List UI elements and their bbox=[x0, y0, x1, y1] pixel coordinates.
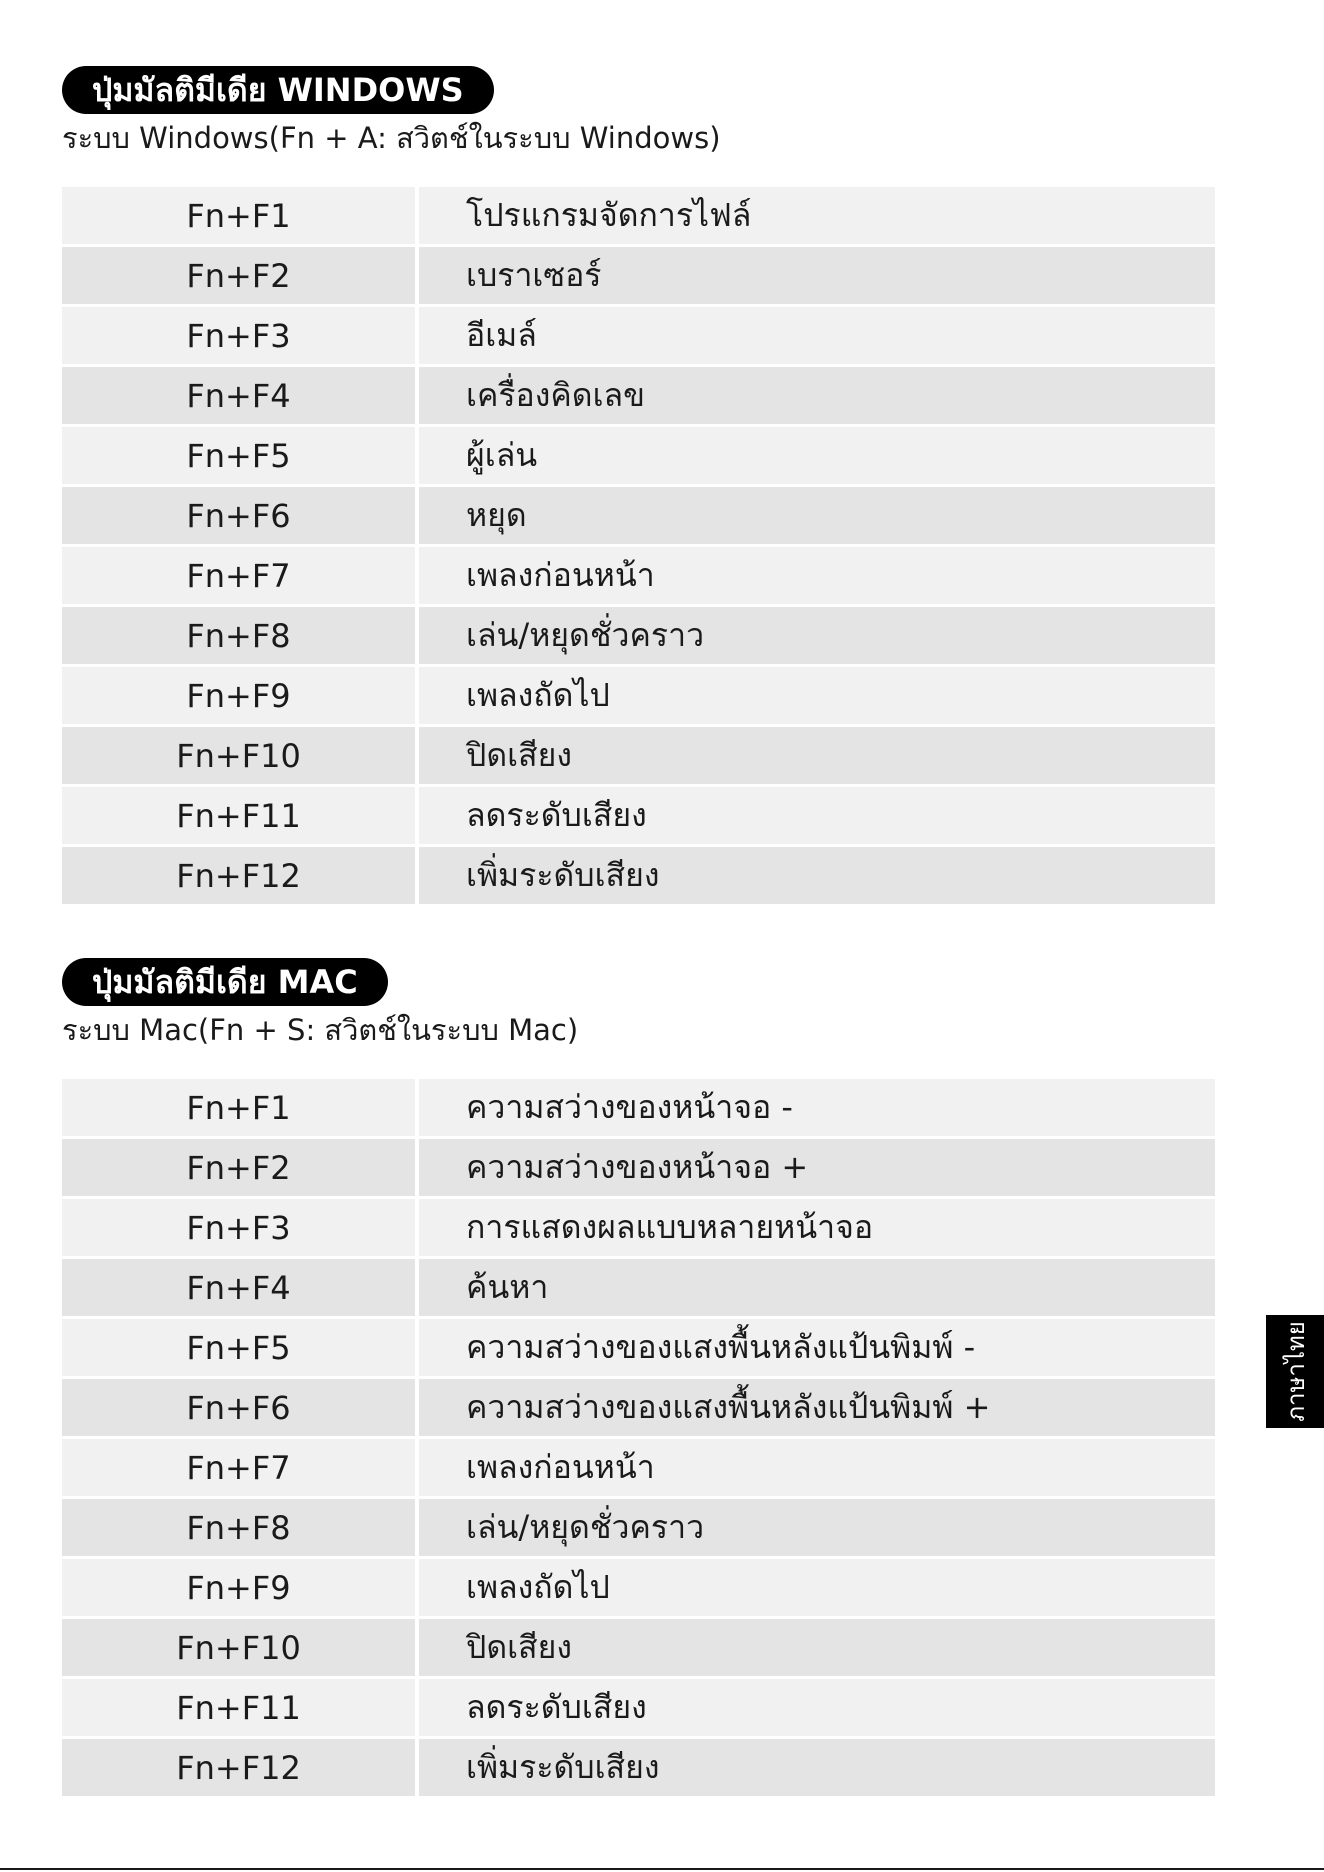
mac-section-badge: ปุ่มมัลติมีเดีย MAC bbox=[62, 958, 388, 1006]
shortcut-key-cell: Fn+F9 bbox=[62, 667, 419, 724]
shortcut-key-cell: Fn+F12 bbox=[62, 847, 419, 904]
shortcut-key-cell: Fn+F7 bbox=[62, 547, 419, 604]
table-row bbox=[62, 1139, 1215, 1196]
shortcut-key-cell: Fn+F3 bbox=[62, 1199, 419, 1256]
table-row bbox=[62, 1439, 1215, 1496]
table-row bbox=[62, 1559, 1215, 1616]
shortcut-function-cell: เพิ่มระดับเสียง bbox=[419, 847, 1215, 904]
shortcut-key-cell: Fn+F4 bbox=[62, 367, 419, 424]
table-row bbox=[62, 487, 1215, 544]
shortcut-function-cell: ค้นหา bbox=[419, 1259, 1215, 1316]
shortcut-function-cell: ลดระดับเสียง bbox=[419, 787, 1215, 844]
shortcut-function-cell: ความสว่างของหน้าจอ + bbox=[419, 1139, 1215, 1196]
shortcut-function-cell: เพลงก่อนหน้า bbox=[419, 1439, 1215, 1496]
windows-section bbox=[62, 66, 1215, 907]
shortcut-function-cell: เพิ่มระดับเสียง bbox=[419, 1739, 1215, 1796]
shortcut-function-cell: เล่น/หยุดชั่วคราว bbox=[419, 1499, 1215, 1556]
windows-section-badge: ปุ่มมัลติมีเดีย WINDOWS bbox=[62, 66, 494, 114]
shortcut-function-cell: การแสดงผลแบบหลายหน้าจอ bbox=[419, 1199, 1215, 1256]
shortcut-function-cell: หยุด bbox=[419, 487, 1215, 544]
table-row bbox=[62, 847, 1215, 904]
table-row bbox=[62, 1679, 1215, 1736]
shortcut-function-cell: เพลงถัดไป bbox=[419, 1559, 1215, 1616]
mac-section-subtitle: ระบบ Mac(Fn + S: สวิตช์ในระบบ Mac) bbox=[62, 1013, 579, 1047]
shortcut-key-cell: Fn+F8 bbox=[62, 1499, 419, 1556]
table-row bbox=[62, 727, 1215, 784]
shortcut-key-cell: Fn+F11 bbox=[62, 787, 419, 844]
shortcut-function-cell: ปิดเสียง bbox=[419, 727, 1215, 784]
shortcut-function-cell: โปรแกรมจัดการไฟล์ bbox=[419, 187, 1215, 244]
table-row bbox=[62, 427, 1215, 484]
shortcut-function-cell: อีเมล์ bbox=[419, 307, 1215, 364]
table-row bbox=[62, 1739, 1215, 1796]
language-side-tab bbox=[1266, 1315, 1324, 1428]
shortcut-key-cell: Fn+F9 bbox=[62, 1559, 419, 1616]
shortcut-key-cell: Fn+F4 bbox=[62, 1259, 419, 1316]
shortcut-function-cell: เบราเซอร์ bbox=[419, 247, 1215, 304]
table-row bbox=[62, 787, 1215, 844]
shortcut-key-cell: Fn+F3 bbox=[62, 307, 419, 364]
mac-key-table bbox=[62, 1076, 1215, 1799]
table-row bbox=[62, 547, 1215, 604]
shortcut-function-cell: เพลงก่อนหน้า bbox=[419, 547, 1215, 604]
table-row bbox=[62, 367, 1215, 424]
table-row bbox=[62, 1499, 1215, 1556]
shortcut-key-cell: Fn+F7 bbox=[62, 1439, 419, 1496]
shortcut-key-cell: Fn+F5 bbox=[62, 427, 419, 484]
shortcut-key-cell: Fn+F12 bbox=[62, 1739, 419, 1796]
shortcut-function-cell: ความสว่างของแสงพื้นหลังแป้นพิมพ์ - bbox=[419, 1319, 1215, 1376]
shortcut-key-cell: Fn+F2 bbox=[62, 247, 419, 304]
shortcut-function-cell: ปิดเสียง bbox=[419, 1619, 1215, 1676]
table-row bbox=[62, 1199, 1215, 1256]
table-row bbox=[62, 1319, 1215, 1376]
shortcut-function-cell: เล่น/หยุดชั่วคราว bbox=[419, 607, 1215, 664]
mac-section bbox=[62, 958, 1215, 1799]
shortcut-key-cell: Fn+F1 bbox=[62, 187, 419, 244]
shortcut-key-cell: Fn+F1 bbox=[62, 1079, 419, 1136]
shortcut-function-cell: ลดระดับเสียง bbox=[419, 1679, 1215, 1736]
shortcut-key-cell: Fn+F6 bbox=[62, 487, 419, 544]
shortcut-key-cell: Fn+F10 bbox=[62, 1619, 419, 1676]
table-row bbox=[62, 307, 1215, 364]
table-row bbox=[62, 1379, 1215, 1436]
shortcut-function-cell: เพลงถัดไป bbox=[419, 667, 1215, 724]
shortcut-key-cell: Fn+F8 bbox=[62, 607, 419, 664]
shortcut-function-cell: เครื่องคิดเลข bbox=[419, 367, 1215, 424]
shortcut-key-cell: Fn+F11 bbox=[62, 1679, 419, 1736]
table-row bbox=[62, 1619, 1215, 1676]
shortcut-function-cell: ความสว่างของแสงพื้นหลังแป้นพิมพ์ + bbox=[419, 1379, 1215, 1436]
table-row bbox=[62, 1079, 1215, 1136]
table-row bbox=[62, 607, 1215, 664]
language-side-tab-label: ภาษาไทย bbox=[1281, 1321, 1310, 1422]
shortcut-function-cell: ผู้เล่น bbox=[419, 427, 1215, 484]
table-row bbox=[62, 1259, 1215, 1316]
table-row bbox=[62, 667, 1215, 724]
table-row bbox=[62, 187, 1215, 244]
bottom-rule bbox=[0, 1868, 1324, 1870]
windows-key-table bbox=[62, 184, 1215, 907]
shortcut-key-cell: Fn+F10 bbox=[62, 727, 419, 784]
shortcut-key-cell: Fn+F6 bbox=[62, 1379, 419, 1436]
shortcut-key-cell: Fn+F5 bbox=[62, 1319, 419, 1376]
table-row bbox=[62, 247, 1215, 304]
windows-section-subtitle: ระบบ Windows(Fn + A: สวิตช์ในระบบ Windows) bbox=[62, 121, 721, 155]
shortcut-key-cell: Fn+F2 bbox=[62, 1139, 419, 1196]
shortcut-function-cell: ความสว่างของหน้าจอ - bbox=[419, 1079, 1215, 1136]
